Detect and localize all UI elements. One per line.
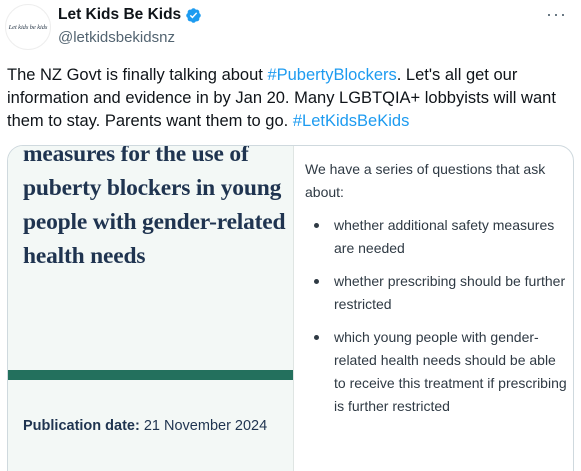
verified-badge-icon (185, 7, 202, 24)
author-name-row (58, 6, 202, 24)
tweet-text-part-2: . Let's all get our information and evidence in by Jan 20. Many LGBTQIA+ lobbyists will want them to stay. Parents want them to go. (7, 66, 556, 130)
tweet-media-image[interactable] (7, 145, 574, 471)
bullet-icon (314, 279, 319, 284)
bullet-icon (314, 223, 319, 228)
avatar-logo-text: Let kids be kids (8, 23, 48, 31)
media-heading: measures for the use of puberty blockers in young people with gender-related health needs (23, 145, 286, 269)
avatar[interactable] (5, 4, 51, 50)
hashtag-puberty-blockers[interactable]: #PubertyBlockers (267, 66, 397, 84)
tweet-text (7, 64, 575, 133)
panel-divider (293, 146, 294, 471)
questions-list (305, 214, 567, 418)
list-item-text: whether additional safety measures are needed (334, 217, 555, 256)
list-item-text: which young people with gender-related health needs should be able to receive this treatment if prescribing is further restricted (334, 329, 567, 414)
publication-date (23, 418, 267, 434)
author-handle[interactable]: @letkidsbekidsnz (58, 29, 175, 46)
more-options-icon[interactable]: ··· (546, 4, 567, 24)
tweet-text-part-1: The NZ Govt is finally talking about (7, 66, 268, 84)
publication-date-value: 21 November 2024 (143, 418, 268, 434)
list-item-text: whether prescribing should be further restricted (334, 273, 566, 312)
list-item (305, 270, 567, 316)
list-item (305, 214, 567, 260)
questions-intro: We have a series of questions that ask about: (305, 161, 546, 200)
author-display-name[interactable]: Let Kids Be Kids (58, 6, 182, 23)
publication-date-label: Publication date: (23, 418, 140, 434)
bullet-icon (314, 335, 319, 340)
hashtag-let-kids-be-kids[interactable]: #LetKidsBeKids (292, 112, 410, 130)
list-item (305, 326, 567, 418)
media-left-panel (8, 146, 293, 471)
media-right-panel (305, 158, 567, 428)
accent-bar (8, 370, 293, 380)
